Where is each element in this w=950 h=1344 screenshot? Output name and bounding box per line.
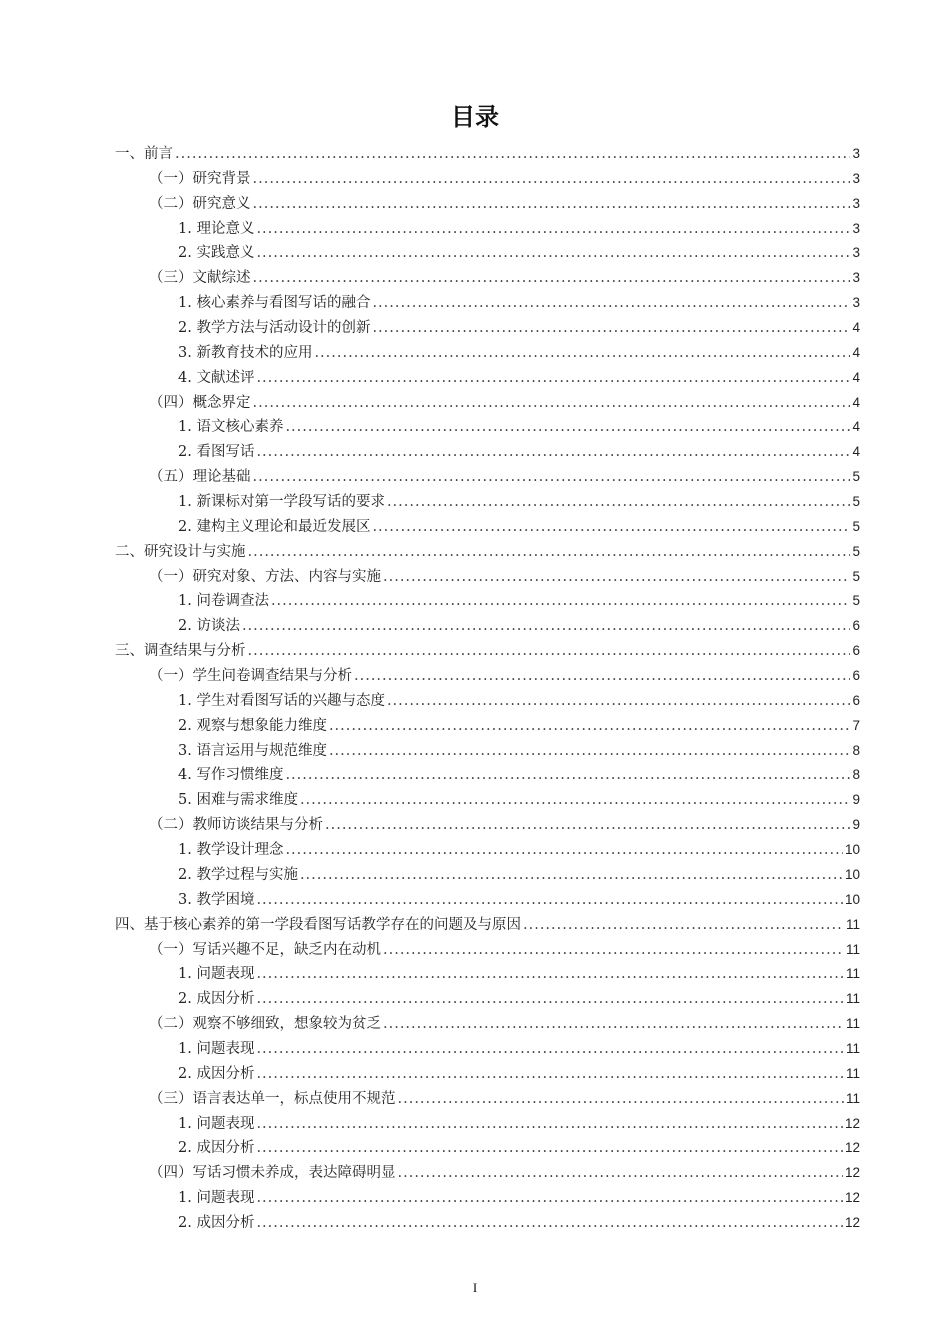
toc-entry-title: 1. 问题表现 — [178, 1040, 255, 1057]
toc-entry-page: 8 — [852, 742, 860, 758]
dot-leader — [256, 366, 850, 391]
toc-entry-page: 10 — [844, 891, 860, 907]
dot-leader — [256, 1136, 843, 1161]
dot-leader — [242, 614, 851, 639]
dot-leader — [300, 788, 851, 813]
toc-entry-title: （二）教师访谈结果与分析 — [149, 817, 323, 834]
toc-entry-title: （二）研究意义 — [149, 195, 251, 212]
toc-entry[interactable] — [115, 739, 860, 764]
toc-entry-page: 7 — [852, 717, 860, 733]
toc-entry[interactable] — [115, 863, 860, 888]
dot-leader — [256, 241, 850, 266]
toc-entry-page: 6 — [852, 618, 860, 634]
toc-entry-page: 11 — [845, 916, 860, 932]
toc-entry[interactable] — [115, 415, 860, 440]
toc-entry[interactable] — [115, 888, 860, 913]
toc-entry-title: 2. 教学过程与实施 — [178, 866, 298, 883]
toc-entry-page: 8 — [852, 767, 860, 783]
page-number: I — [472, 1280, 478, 1295]
dot-leader — [253, 192, 851, 217]
dot-leader — [256, 1186, 843, 1211]
dot-leader — [387, 689, 851, 714]
toc-entry[interactable] — [115, 1161, 860, 1186]
toc-entry-title: 1. 问题表现 — [178, 1115, 255, 1132]
toc-entry-page: 3 — [852, 220, 860, 236]
toc-entry-page: 3 — [852, 295, 860, 311]
toc-entry-page: 4 — [852, 394, 860, 410]
toc-entry[interactable] — [115, 639, 860, 664]
dot-leader — [248, 540, 851, 565]
toc-entry-page: 12 — [844, 1115, 860, 1131]
toc-entry-title: （三）文献综述 — [149, 270, 251, 287]
toc-entry[interactable] — [115, 291, 860, 316]
toc-entry-page: 5 — [852, 568, 860, 584]
dot-leader — [300, 863, 843, 888]
toc-entry-page: 12 — [844, 1214, 860, 1230]
toc-entry-title: 2. 建构主义理论和最近发展区 — [178, 518, 371, 535]
toc-entry-page: 5 — [852, 518, 860, 534]
toc-entry[interactable] — [115, 987, 860, 1012]
toc-entry-title: （一）研究对象、方法、内容与实施 — [149, 568, 381, 585]
dot-leader — [325, 813, 850, 838]
toc-entry-title: 三、调查结果与分析 — [115, 643, 246, 660]
toc-entry-page: 3 — [852, 170, 860, 186]
toc-entry-title: 2. 观察与想象能力维度 — [178, 717, 327, 734]
toc-entry-page: 12 — [844, 1190, 860, 1206]
toc-entry-title: （五）理论基础 — [149, 469, 251, 486]
toc-entry-page: 11 — [845, 941, 860, 957]
toc-entry[interactable] — [115, 341, 860, 366]
dot-leader — [256, 1211, 843, 1236]
toc-entry[interactable] — [115, 788, 860, 813]
toc-entry[interactable] — [115, 1136, 860, 1161]
toc-entry-title: （一）写话兴趣不足，缺乏内在动机 — [149, 941, 381, 958]
toc-entry-page: 5 — [852, 543, 860, 559]
toc-entry-title: 一、前言 — [115, 146, 173, 162]
toc-entry-page: 4 — [852, 344, 860, 360]
toc-entry-title: （二）观察不够细致，想象较为贫乏 — [149, 1016, 381, 1033]
toc-entry[interactable] — [115, 664, 860, 689]
toc-entry-page: 9 — [852, 817, 860, 833]
toc-entry[interactable] — [115, 490, 860, 515]
toc-entry-page: 10 — [844, 866, 860, 882]
toc-entry-title: 1. 理论意义 — [178, 220, 255, 237]
toc-entry-page: 5 — [852, 593, 860, 609]
dot-leader — [253, 465, 851, 490]
toc-entry-page: 6 — [852, 668, 860, 684]
toc-entry[interactable] — [115, 391, 860, 416]
dot-leader — [256, 1062, 844, 1087]
toc-entry[interactable] — [115, 913, 860, 938]
toc-entry[interactable] — [115, 1087, 860, 1112]
dot-leader — [372, 316, 850, 341]
toc-entry-page: 3 — [852, 245, 860, 261]
dot-leader — [175, 142, 850, 167]
toc-entry[interactable] — [115, 366, 860, 391]
dot-leader — [285, 763, 850, 788]
dot-leader — [398, 1161, 843, 1186]
dot-leader — [383, 1012, 844, 1037]
dot-leader — [248, 639, 851, 664]
toc-entry[interactable] — [115, 540, 860, 565]
toc-entry[interactable] — [115, 938, 860, 963]
toc-entry[interactable] — [115, 1037, 860, 1062]
toc-entry[interactable] — [115, 1062, 860, 1087]
toc-entry[interactable] — [115, 167, 860, 192]
toc-entry[interactable] — [115, 316, 860, 341]
toc-entry-title: 1. 语文核心素养 — [178, 419, 284, 436]
dot-leader — [383, 565, 850, 590]
toc-entry[interactable] — [115, 813, 860, 838]
toc-entry-title: 1. 新课标对第一学段写话的要求 — [178, 494, 385, 511]
dot-leader — [256, 1112, 843, 1137]
dot-leader — [256, 888, 843, 913]
toc-entry-page: 4 — [852, 320, 860, 336]
dot-leader — [372, 291, 850, 316]
toc-entry[interactable] — [115, 838, 860, 863]
toc-entry[interactable] — [115, 589, 860, 614]
dot-leader — [523, 913, 844, 938]
toc-entry[interactable] — [115, 763, 860, 788]
toc-entry[interactable] — [115, 1186, 860, 1211]
toc-entry-title: 2. 实践意义 — [178, 245, 255, 262]
toc-entry[interactable] — [115, 714, 860, 739]
toc-entry-page: 11 — [845, 966, 860, 982]
toc-entry-title: 2. 看图写话 — [178, 444, 255, 461]
toc-entry-page: 4 — [852, 419, 860, 435]
toc-entry[interactable] — [115, 515, 860, 540]
dot-leader — [256, 440, 850, 465]
toc-entry-page: 12 — [844, 1165, 860, 1181]
toc-entry-title: 4. 写作习惯维度 — [178, 767, 284, 784]
dot-leader — [398, 1087, 844, 1112]
toc-entry-title: 1. 问题表现 — [178, 1190, 255, 1207]
toc-entry-title: 四、基于核心素养的第一学段看图写话教学存在的问题及与原因 — [115, 916, 521, 933]
toc-entry[interactable] — [115, 689, 860, 714]
toc-entry[interactable] — [115, 962, 860, 987]
toc-entry-page: 4 — [852, 444, 860, 460]
toc-entry-title: 2. 教学方法与活动设计的创新 — [178, 320, 371, 337]
toc-entry-title: （三）语言表达单一，标点使用不规范 — [149, 1090, 396, 1107]
table-of-contents — [115, 142, 860, 1236]
toc-entry-title: 1. 问卷调查法 — [178, 593, 269, 610]
dot-leader — [383, 938, 844, 963]
dot-leader — [285, 415, 850, 440]
toc-entry-title: 3. 教学困境 — [178, 891, 255, 908]
toc-entry[interactable] — [115, 440, 860, 465]
dot-leader — [314, 341, 850, 366]
toc-entry-page: 4 — [852, 369, 860, 385]
toc-entry-page: 11 — [845, 1090, 860, 1106]
dot-leader — [271, 589, 851, 614]
toc-entry-page: 11 — [845, 991, 860, 1007]
toc-entry-title: 2. 成因分析 — [178, 1140, 255, 1157]
toc-entry[interactable] — [115, 1211, 860, 1236]
toc-entry-title: 5. 困难与需求维度 — [178, 792, 298, 809]
toc-entry-title: 1. 核心素养与看图写话的融合 — [178, 295, 371, 312]
dot-leader — [387, 490, 851, 515]
toc-entry-page: 3 — [852, 270, 860, 286]
toc-entry-title: 2. 访谈法 — [178, 618, 240, 635]
toc-entry-title: 4. 文献述评 — [178, 369, 255, 386]
toc-entry[interactable] — [115, 142, 860, 167]
dot-leader — [285, 838, 843, 863]
toc-entry-title: （一）学生问卷调查结果与分析 — [149, 668, 352, 685]
toc-entry-title: 1. 学生对看图写话的兴趣与态度 — [178, 692, 385, 709]
toc-entry-title: （四）写话习惯未养成，表达障碍明显 — [149, 1165, 396, 1182]
toc-entry-title: 二、研究设计与实施 — [115, 543, 246, 560]
toc-entry-page: 6 — [852, 643, 860, 659]
dot-leader — [256, 217, 850, 242]
toc-entry-page: 3 — [852, 195, 860, 211]
toc-entry-title: 3. 语言运用与规范维度 — [178, 742, 327, 759]
toc-entry-title: 1. 问题表现 — [178, 966, 255, 983]
toc-entry[interactable] — [115, 565, 860, 590]
toc-entry-title: （一）研究背景 — [149, 170, 251, 187]
toc-entry[interactable] — [115, 1112, 860, 1137]
dot-leader — [329, 739, 851, 764]
toc-entry[interactable] — [115, 465, 860, 490]
toc-entry-page: 3 — [852, 146, 860, 161]
toc-entry-page: 12 — [844, 1140, 860, 1156]
toc-entry-title: 2. 成因分析 — [178, 1065, 255, 1082]
toc-entry-page: 6 — [852, 692, 860, 708]
toc-entry-title: （四）概念界定 — [149, 394, 251, 411]
dot-leader — [253, 266, 851, 291]
dot-leader — [253, 167, 851, 192]
dot-leader — [354, 664, 850, 689]
dot-leader — [256, 987, 844, 1012]
page-title: 目录 — [451, 103, 499, 131]
toc-entry-page: 9 — [852, 792, 860, 808]
toc-entry[interactable] — [115, 217, 860, 242]
toc-entry[interactable] — [115, 241, 860, 266]
dot-leader — [253, 391, 851, 416]
toc-entry[interactable] — [115, 192, 860, 217]
toc-entry-page: 5 — [852, 469, 860, 485]
toc-entry-page: 5 — [852, 494, 860, 510]
toc-entry-page: 11 — [845, 1016, 860, 1032]
dot-leader — [329, 714, 851, 739]
toc-entry-title: 1. 教学设计理念 — [178, 842, 284, 859]
toc-entry[interactable] — [115, 614, 860, 639]
toc-entry[interactable] — [115, 266, 860, 291]
dot-leader — [256, 1037, 844, 1062]
dot-leader — [372, 515, 850, 540]
toc-entry-title: 2. 成因分析 — [178, 991, 255, 1008]
toc-entry-page: 11 — [845, 1065, 860, 1081]
toc-entry-page: 10 — [844, 842, 860, 858]
toc-entry-title: 2. 成因分析 — [178, 1214, 255, 1231]
dot-leader — [256, 962, 844, 987]
toc-entry[interactable] — [115, 1012, 860, 1037]
toc-entry-title: 3. 新教育技术的应用 — [178, 344, 313, 361]
toc-entry-page: 11 — [845, 1040, 860, 1056]
